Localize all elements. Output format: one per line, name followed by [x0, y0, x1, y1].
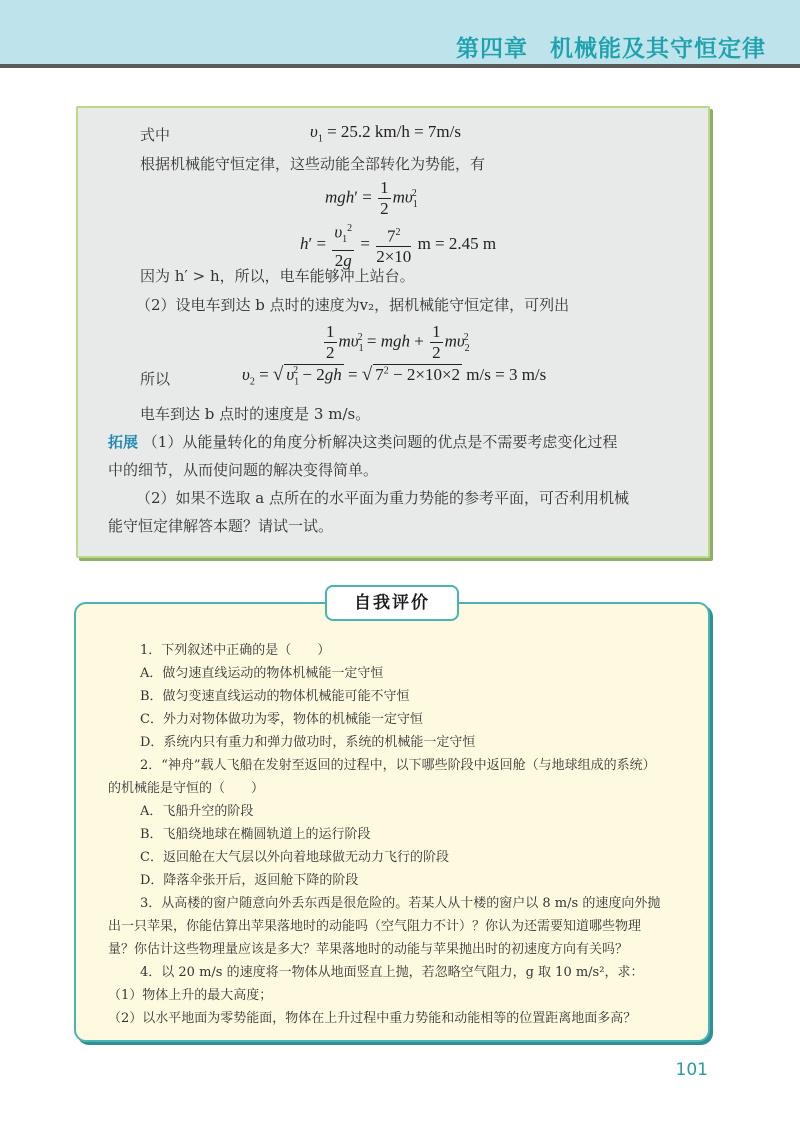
header-rule — [0, 64, 800, 68]
eval-line: C．返回舱在大气层以外向着地球做无动力飞行的阶段 — [140, 850, 449, 865]
equation-v1: $\upsilon_1 = 25.2$ km/h = 7m/s — [310, 122, 461, 145]
eval-line: 量？你估计这些物理量应该是多大？苹果落地时的动能与苹果抛出时的初速度方向有关吗？ — [108, 942, 629, 957]
suoyi-label: 所以 — [140, 370, 171, 388]
eval-line: D．降落伞张开后，返回舱下降的阶段 — [140, 873, 359, 888]
chapter-name: 机械能及其守恒定律 — [550, 36, 766, 62]
page-number: 101 — [675, 1060, 708, 1080]
text-line-energy-conversion: 根据机械能守恒定律，这些动能全部转化为势能，有 — [140, 155, 486, 173]
eval-line: 1．下列叙述中正确的是（ ） — [140, 643, 331, 658]
eval-line: 2．“神舟”载人飞船在发射至返回的过程中，以下哪些阶段中返回舱（与地球组成的系统） — [140, 758, 656, 773]
equation-mgh-prime: mgh′ = $\frac{1}{2}$ $m\upsilon_1^2$ — [325, 178, 418, 218]
tuozhan-label: 拓展 — [108, 433, 139, 451]
text-line-because: 因为 h′ > h，所以，电车能够冲上站台。 — [140, 267, 415, 285]
eval-line: B．飞船绕地球在椭圆轨道上的运行阶段 — [140, 827, 371, 842]
eval-line: 4．以 20 m/s 的速度将一物体从地面竖直上抛，若忽略空气阻力，g 取 10 m/s²，求： — [140, 965, 644, 980]
eval-line: 3．从高楼的窗户随意向外丢东西是很危险的。若某人从十楼的窗户以 8 m/s 的速度向外抛 — [140, 896, 661, 911]
shizhong-label: 式中 — [140, 126, 171, 144]
equation-v2: $\upsilon_2$ = √ $\upsilon_1^2 - 2gh$ = √ $7^2 - 2\times 10\times 2$ m/s = 3 m/s — [242, 364, 547, 388]
text-line-b-speed: 电车到达 b 点时的速度是 3 m/s。 — [140, 405, 371, 423]
chapter-title — [456, 30, 766, 63]
tuozhan-line-2a: （2）如果不选取 a 点所在的水平面为重力势能的参考平面，可否利用机械 — [136, 489, 630, 507]
equation-h-prime: h′ = $\frac{\upsilon_1^2}{2g}$ = $\frac{7^2}{2\times 10}$ m = 2.45 m — [300, 219, 496, 271]
eval-line: D．系统内只有重力和弹力做功时，系统的机械能一定守恒 — [140, 735, 476, 750]
eval-line: （1）物体上升的最大高度； — [108, 988, 273, 1003]
eval-line: （2）以水平地面为零势能面，物体在上升过程中重力势能和动能相等的位置距离地面多高？ — [108, 1011, 637, 1026]
eval-line: A．飞船升空的阶段 — [140, 804, 254, 819]
eval-line: 出一只苹果，你能估算出苹果落地时的动能吗（空气阻力不计）？你认为还需要知道哪些物理 — [108, 919, 642, 934]
eval-line: 的机械能是守恒的（ ） — [108, 781, 265, 796]
self-evaluation-title: 自我评价 — [325, 585, 459, 621]
eval-line: A．做匀速直线运动的物体机械能一定守恒 — [140, 666, 384, 681]
tuozhan-line-2b: 能守恒定律解答本题？请试一试。 — [108, 517, 334, 535]
eval-line: C．外力对物体做功为零，物体的机械能一定守恒 — [140, 712, 423, 727]
tuozhan-line-1b: 中的细节，从而使问题的解决变得简单。 — [108, 461, 379, 479]
text-line-part2: （2）设电车到达 b 点时的速度为v₂，据机械能守恒定律，可列出 — [136, 296, 570, 314]
tuozhan-line-1a: 拓展 （1）从能量转化的角度分析解决这类问题的优点是不需要考虑变化过程 — [108, 433, 618, 451]
eval-line: B．做匀变速直线运动的物体机械能可能不守恒 — [140, 689, 410, 704]
equation-energy-conservation: $\frac{1}{2}$ $m\upsilon_1^2$ = mgh + $\frac{1}{2}$ $m\upsilon_2^2$ — [326, 322, 470, 362]
chapter-number: 第四章 — [456, 36, 528, 62]
